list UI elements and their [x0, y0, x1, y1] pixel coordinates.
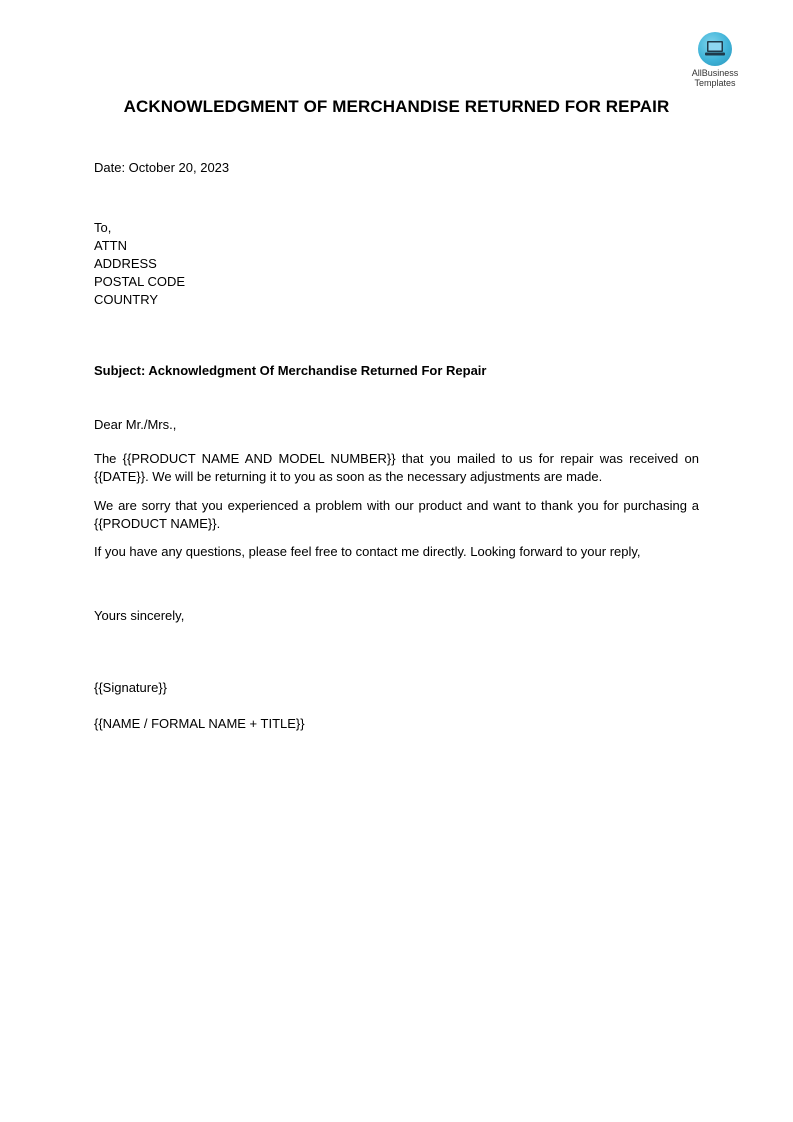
body-paragraph-1: The {{PRODUCT NAME AND MODEL NUMBER}} that you mailed to us for repair was received on {{DATE}}. We will be returning it to you as soon as the necessary adjustments are made. — [94, 451, 699, 484]
document-title: ACKNOWLEDGMENT OF MERCHANDISE RETURNED FOR REPAIR — [123, 97, 670, 116]
laptop-icon — [698, 32, 732, 66]
address-address: ADDRESS — [94, 256, 157, 271]
logo-text-line1: AllBusiness — [691, 68, 739, 78]
date-line: Date: October 20, 2023 — [94, 160, 230, 175]
name-title-placeholder: {{NAME / FORMAL NAME + TITLE}} — [94, 716, 305, 731]
subject-line: Subject: Acknowledgment Of Merchandise Returned For Repair — [94, 363, 487, 378]
address-postal-code: POSTAL CODE — [94, 274, 186, 289]
logo-text-line2: Templates — [694, 78, 736, 88]
address-country: COUNTRY — [94, 292, 159, 307]
salutation: Dear Mr./Mrs., — [94, 417, 177, 432]
body-paragraph-3: If you have any questions, please feel free to contact me directly. Looking forward to your reply, — [94, 544, 641, 559]
logo-text — [680, 68, 750, 88]
recipient-address — [94, 219, 185, 309]
address-to: To, — [94, 220, 112, 235]
closing: Yours sincerely, — [94, 608, 185, 623]
brand-logo — [680, 32, 750, 88]
signature-placeholder: {{Signature}} — [94, 680, 168, 695]
address-attn: ATTN — [94, 238, 127, 253]
body-paragraph-2: We are sorry that you experienced a problem with our product and want to thank you for purchasing a {{PRODUCT NAME}}. — [94, 498, 699, 531]
